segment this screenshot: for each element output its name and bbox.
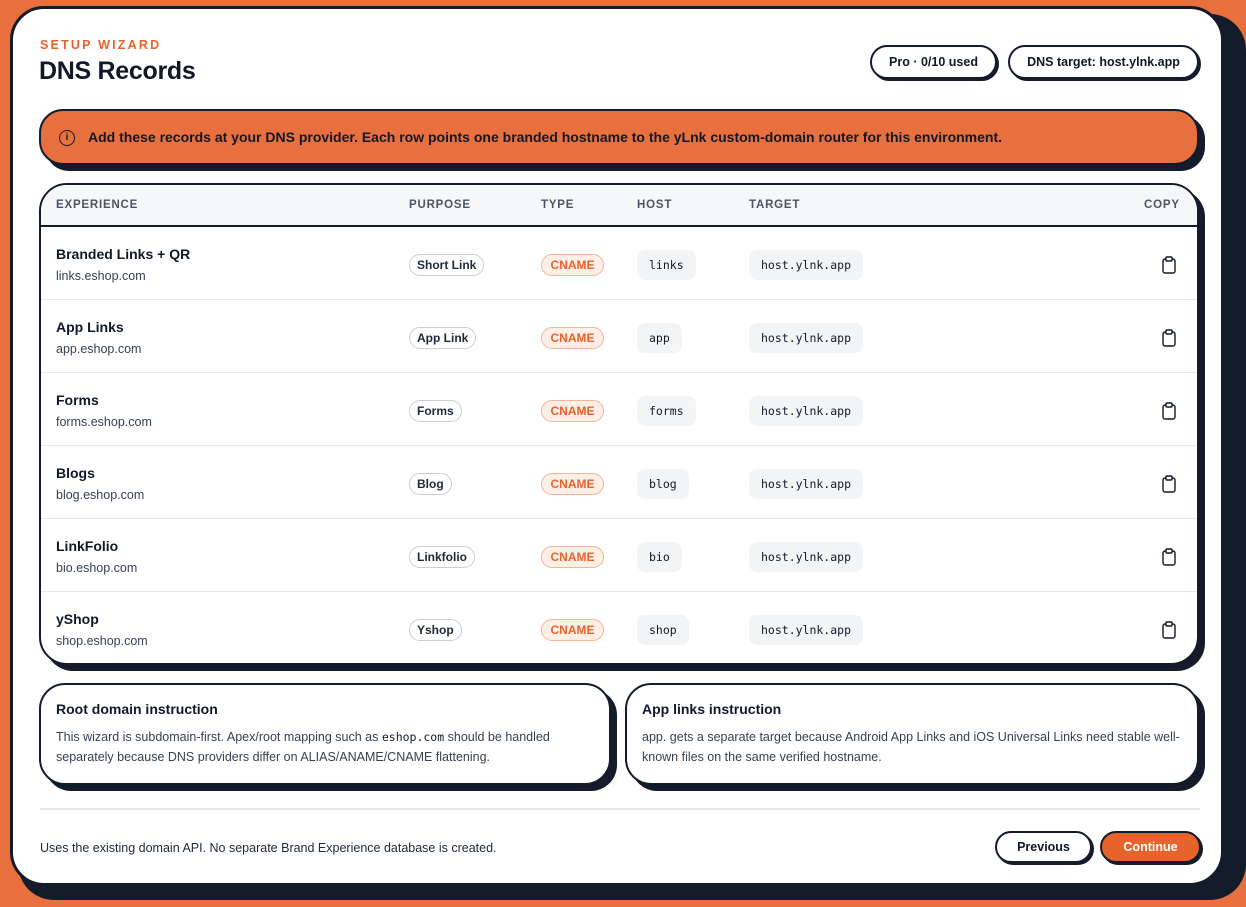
experience-name: App Links (56, 319, 124, 335)
record-type-badge: CNAME (541, 619, 604, 641)
dns-records-table (39, 183, 1199, 665)
record-host: bio (637, 542, 682, 572)
record-type-badge: CNAME (541, 473, 604, 495)
table-row (41, 519, 1197, 592)
experience-name: Branded Links + QR (56, 246, 191, 262)
footer-divider (40, 808, 1200, 810)
purpose-badge: Forms (409, 400, 462, 422)
footer-note: Uses the existing domain API. No separate Brand Experience database is created. (40, 841, 497, 855)
table-row (41, 373, 1197, 446)
apex-domain-code: eshop.com (381, 730, 445, 744)
column-header-experience: EXPERIENCE (56, 199, 139, 211)
clipboard-icon[interactable] (1161, 256, 1177, 274)
root-instruction-body: This wizard is subdomain-first. Apex/root mapping such as eshop.com should be handled separately because DNS providers differ on ALIAS/ANAME/CNAME flattening. (56, 730, 550, 764)
record-type-badge: CNAME (541, 254, 604, 276)
experience-domain: forms.eshop.com (56, 415, 152, 429)
experience-name: LinkFolio (56, 538, 119, 554)
record-target: host.ylnk.app (749, 250, 863, 280)
experience-domain: shop.eshop.com (56, 634, 148, 648)
record-type-badge: CNAME (541, 400, 604, 422)
experience-domain: links.eshop.com (56, 269, 146, 283)
app-links-instruction-title: App links instruction (642, 701, 782, 717)
purpose-badge: Yshop (409, 619, 462, 641)
column-header-target: TARGET (749, 199, 801, 211)
record-host: shop (637, 615, 689, 645)
wizard-card (10, 6, 1224, 886)
experience-name: Forms (56, 392, 99, 408)
root-instruction-title: Root domain instruction (56, 701, 218, 717)
info-banner-text: Add these records at your DNS provider. Each row points one branded hostname to the yLnk custom-domain router for this environment. (88, 129, 1003, 145)
record-host: links (637, 250, 696, 280)
column-header-copy: COPY (1144, 199, 1180, 211)
info-banner (39, 109, 1199, 165)
purpose-badge: Short Link (409, 254, 484, 276)
record-target: host.ylnk.app (749, 615, 863, 645)
clipboard-icon[interactable] (1161, 548, 1177, 566)
column-header-type: TYPE (541, 199, 575, 211)
table-row (41, 592, 1197, 665)
purpose-badge: App Link (409, 327, 476, 349)
column-header-purpose: PURPOSE (409, 199, 471, 211)
record-type-badge: CNAME (541, 327, 604, 349)
table-row (41, 446, 1197, 519)
record-target: host.ylnk.app (749, 323, 863, 353)
purpose-badge: Linkfolio (409, 546, 475, 568)
record-host: forms (637, 396, 696, 426)
experience-domain: app.eshop.com (56, 342, 142, 356)
record-type-badge: CNAME (541, 546, 604, 568)
previous-button[interactable]: Previous (995, 831, 1092, 863)
record-host: blog (637, 469, 689, 499)
table-row (41, 227, 1197, 300)
experience-domain: bio.eshop.com (56, 561, 138, 575)
app-links-instruction (625, 683, 1199, 785)
root-domain-instruction (39, 683, 611, 785)
column-header-host: HOST (637, 199, 673, 211)
record-target: host.ylnk.app (749, 396, 863, 426)
clipboard-icon[interactable] (1161, 329, 1177, 347)
clipboard-icon[interactable] (1161, 475, 1177, 493)
wizard-eyebrow: SETUP WIZARD (40, 38, 162, 52)
dns-target-badge: DNS target: host.ylnk.app (1008, 45, 1199, 79)
page-title: DNS Records (39, 57, 196, 85)
experience-name: Blogs (56, 465, 95, 481)
experience-domain: blog.eshop.com (56, 488, 145, 502)
clipboard-icon[interactable] (1161, 402, 1177, 420)
table-row (41, 300, 1197, 373)
app-links-instruction-body: app. gets a separate target because Android App Links and iOS Universal Links need stable well-known files on the same verified hostname. (642, 730, 1180, 764)
record-target: host.ylnk.app (749, 542, 863, 572)
record-target: host.ylnk.app (749, 469, 863, 499)
continue-button[interactable]: Continue (1100, 831, 1201, 863)
record-host: app (637, 323, 682, 353)
plan-usage-badge: Pro · 0/10 used (870, 45, 997, 79)
experience-name: yShop (56, 611, 99, 627)
clipboard-icon[interactable] (1161, 621, 1177, 639)
table-header (41, 185, 1197, 227)
info-icon: i (59, 130, 75, 146)
purpose-badge: Blog (409, 473, 452, 495)
